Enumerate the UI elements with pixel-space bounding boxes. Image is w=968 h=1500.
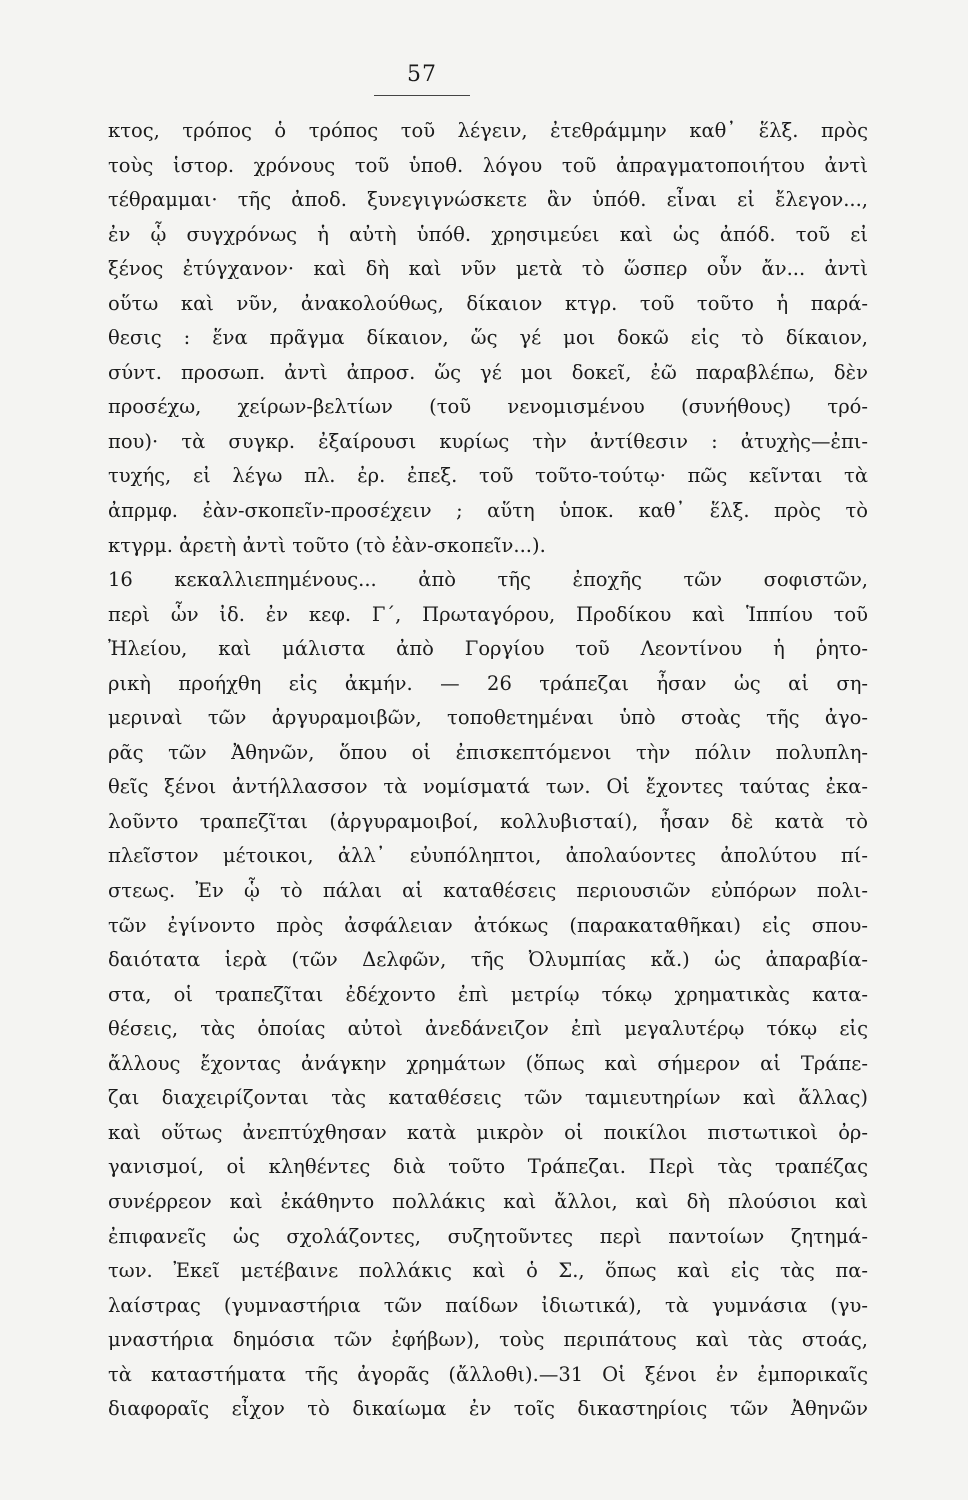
text-line: τέθραμμαι· τῆς ἀποδ. ξυνεγιγνώσκετε ἂν ὑπόθ. εἶναι εἰ ἔλεγον..., [108, 188, 868, 212]
text-line: ἐπιφανεῖς ὡς σχολάζοντες, συζητοῦντες περὶ παντοίων ζητημά- [108, 1224, 868, 1248]
text-line: διαφοραῖς εἶχον τὸ δικαίωμα ἐν τοῖς δικαστηρίοις τῶν Ἀθηνῶν [108, 1397, 868, 1421]
text-line: των. Ἐκεῖ μετέβαινε πολλάκις καὶ ὁ Σ., ὅπως καὶ εἰς τὰς πα- [108, 1259, 868, 1283]
text-line: Ἠλείου, καὶ μάλιστα ἀπὸ Γοργίου τοῦ Λεοντίνου ἡ ῥητο- [108, 637, 868, 661]
text-line: συνέρρεον καὶ ἐκάθηντο πολλάκις καὶ ἄλλοι, καὶ δὴ πλούσιοι καὶ [108, 1189, 868, 1213]
text-line: τυχής, εἰ λέγω πλ. ἐρ. ἐπεξ. τοῦ τοῦτο-τούτῳ· πῶς κεῖνται τὰ [108, 464, 868, 488]
text-line: τῶν ἐγίνοντο πρὸς ἀσφάλειαν ἀτόκως (παρακαταθῆκαι) εἰς σπου- [108, 913, 868, 937]
page-number-rule [374, 95, 470, 96]
text-line: λοῦντο τραπεζῖται (ἀργυραμοιβοί, κολλυβισταί), ἦσαν δὲ κατὰ τὸ [108, 809, 868, 833]
text-line: μεριναὶ τῶν ἀργυραμοιβῶν, τοποθετημέναι ὑπὸ στοὰς τῆς ἀγο- [108, 706, 868, 730]
text-line: σύντ. προσωπ. ἀντὶ ἀπροσ. ὥς γέ μοι δοκεῖ, ἐῶ παραβλέπω, δὲν [108, 360, 868, 384]
text-line: ἄλλους ἔχοντας ἀνάγκην χρημάτων (ὅπως καὶ σήμερον αἱ Τράπε- [108, 1051, 868, 1075]
text-line: ξένος ἐτύγχανον· καὶ δὴ καὶ νῦν μετὰ τὸ ὥσπερ οὖν ἄν... ἀντὶ [108, 257, 868, 281]
text-line: θεῖς ξένοι ἀντήλλασσον τὰ νομίσματά των. Οἱ ἔχοντες ταύτας ἐκα- [108, 775, 868, 799]
text-line: τοὺς ἱστορ. χρόνους τοῦ ὑποθ. λόγου τοῦ ἀπραγματοποιήτου ἀντὶ [108, 153, 868, 177]
text-line: ἐν ᾧ συγχρόνως ἡ αὐτὴ ὑπόθ. χρησιμεύει καὶ ὡς ἀπόδ. τοῦ εἰ [108, 222, 868, 246]
text-line: περὶ ὧν ἰδ. ἐν κεφ. Γ΄, Πρωταγόρου, Προδίκου καὶ Ἱππίου τοῦ [108, 602, 868, 626]
text-line: λαίστρας (γυμναστήρια τῶν παίδων ἰδιωτικά), τὰ γυμνάσια (γυ- [108, 1293, 868, 1317]
text-line: στεως. Ἐν ᾧ τὸ πάλαι αἱ καταθέσεις περιουσιῶν εὐπόρων πολι- [108, 879, 868, 903]
text-line: στα, οἱ τραπεζῖται ἐδέχοντο ἐπὶ μετρίῳ τόκῳ χρηματικὰς κατα- [108, 982, 868, 1006]
text-line: προσέχω, χείρων-βελτίων (τοῦ νενομισμένου (συνήθους) τρό- [108, 395, 868, 419]
text-line: ρικὴ προήχθη εἰς ἀκμήν. — 26 τράπεζαι ἦσαν ὡς αἱ ση- [108, 671, 868, 695]
text-line: μναστήρια δημόσια τῶν ἐφήβων), τοὺς περιπάτους καὶ τὰς στοάς, [108, 1328, 868, 1352]
text-line: κτος, τρόπος ὁ τρόπος τοῦ λέγειν, ἐτεθράμμην καθ᾽ ἕλξ. πρὸς [108, 119, 868, 142]
page-number: 57 [407, 62, 437, 87]
text-line: 16 κεκαλλιεπημένους... ἀπὸ τῆς ἐποχῆς τῶν σοφιστῶν, [108, 568, 868, 592]
text-line: θεσις : ἕνα πρᾶγμα δίκαιον, ὥς γέ μοι δοκῶ εἰς τὸ δίκαιον, [108, 326, 868, 350]
text-line: ἀπρμφ. ἐὰν-σκοπεῖν-προσέχειν ; αὕτη ὑποκ. καθ᾽ ἕλξ. πρὸς τὸ [108, 499, 868, 523]
text-line: τὰ καταστήματα τῆς ἀγορᾶς (ἄλλοθι).—31 Οἱ ξένοι ἐν ἐμπορικαῖς [108, 1362, 868, 1386]
text-line: ζαι διαχειρίζονται τὰς καταθέσεις τῶν ταμιευτηρίων καὶ ἄλλας) [108, 1086, 868, 1110]
text-line: δαιότατα ἱερὰ (τῶν Δελφῶν, τῆς Ὀλυμπίας κἄ.) ὡς ἀπαραβία- [108, 948, 868, 972]
text-line: που)· τὰ συγκρ. ἐξαίρουσι κυρίως τὴν ἀντίθεσιν : ἀτυχὴς—ἐπι- [108, 429, 868, 453]
text-line: θέσεις, τὰς ὁποίας αὐτοὶ ἀνεδάνειζον ἐπὶ μεγαλυτέρῳ τόκῳ εἰς [108, 1017, 868, 1041]
commentary-text [108, 114, 868, 1427]
text-line: πλεῖστον μέτοικοι, ἀλλ᾽ εὐυπόληπτοι, ἀπολαύοντες ἀπολύτου πί- [108, 844, 868, 868]
text-line: γανισμοί, οἱ κληθέντες διὰ τοῦτο Τράπεζαι. Περὶ τὰς τραπέζας [108, 1155, 868, 1179]
text-line: καὶ οὕτως ἀνεπτύχθησαν κατὰ μικρὸν οἱ ποικίλοι πιστωτικοὶ ὀρ- [108, 1120, 868, 1144]
text-line: ρᾶς τῶν Ἀθηνῶν, ὅπου οἱ ἐπισκεπτόμενοι τὴν πόλιν πολυπλη- [108, 740, 868, 764]
text-line: κτγρμ. ἀρετὴ ἀντὶ τοῦτο (τὸ ἐὰν-σκοπεῖν...). [108, 533, 546, 557]
text-line: οὕτω καὶ νῦν, ἀνακολούθως, δίκαιον κτγρ. τοῦ τοῦτο ἡ παρά- [108, 291, 868, 315]
